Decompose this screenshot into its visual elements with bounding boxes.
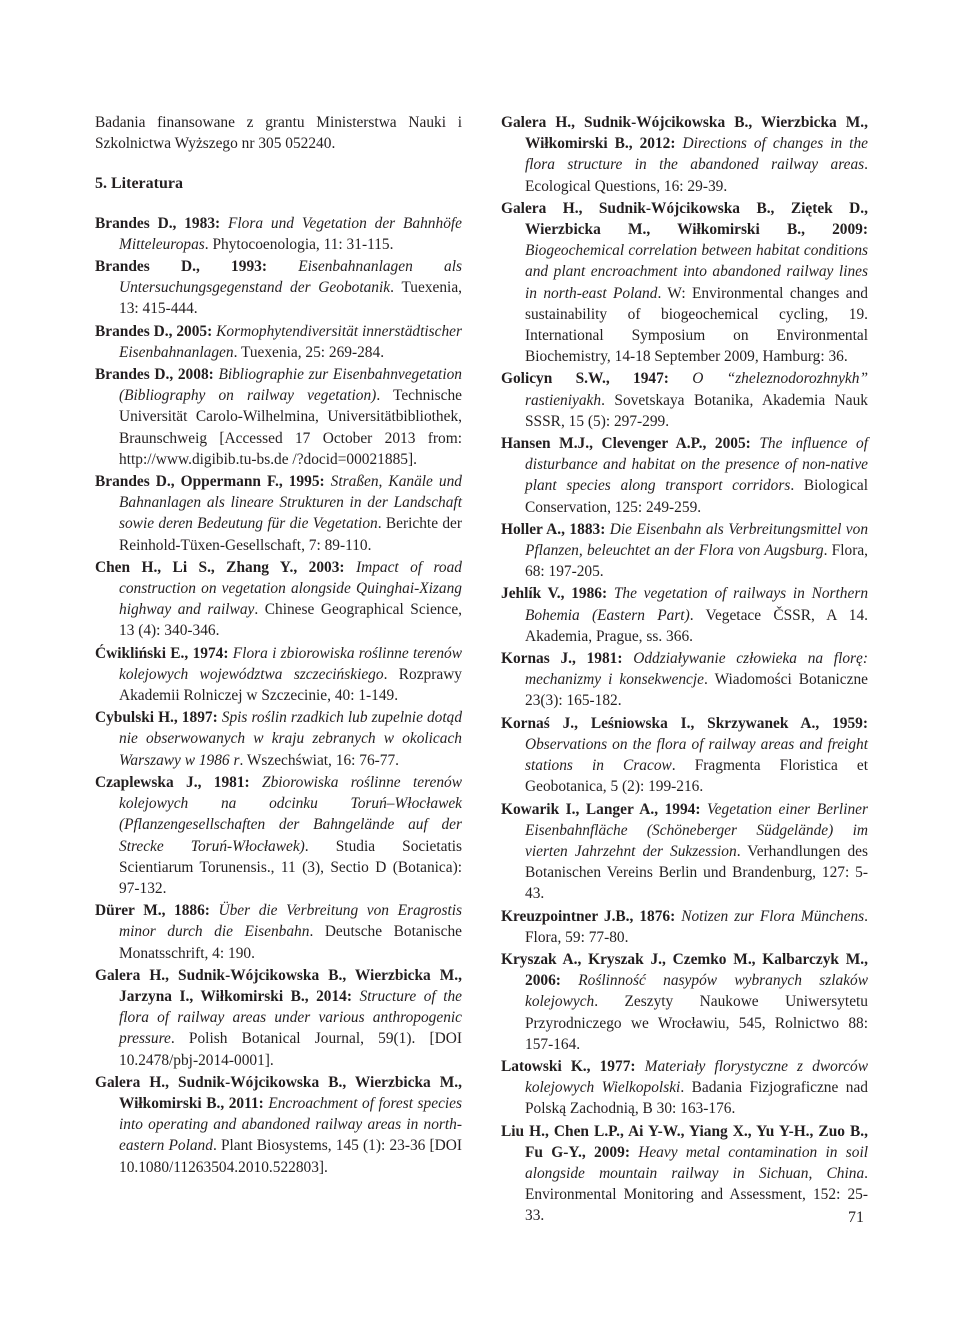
reference-source: . W: Environmental changes and sustainability of biogeochemical cycling, 19. International Symposium on Environmental Biochemistry, 14-18 September 2009, Hamburg: 36. xyxy=(525,284,868,366)
reference-source: . Tuexenia, 13: 415-444. xyxy=(119,279,463,318)
reference-year: , 1886: xyxy=(161,902,219,920)
reference-title: Flora und Vegetation der Bahnhöfe Mitteleuropas xyxy=(119,214,462,253)
reference-author: Kornas J. xyxy=(501,650,573,668)
reference-title: Materiały florystyczne z dworców kolejowych Wielkopolski xyxy=(525,1057,868,1097)
reference-year: , 2006: xyxy=(525,950,868,990)
reference-year: , 2009: xyxy=(581,1143,639,1161)
reference-entry xyxy=(95,321,462,363)
reference-entry xyxy=(501,1121,868,1227)
reference-entry xyxy=(501,368,868,432)
reference-author: Kornaś J., Leśniowska I., Skrzywanek A. xyxy=(501,714,816,732)
reference-source: . Ecological Questions, 16: 29-39. xyxy=(525,156,868,195)
reference-source: . Flora, 59: 77-80. xyxy=(525,907,868,946)
reference-title: The vegetation of railways in Northern Bohemia (Eastern Part) xyxy=(525,585,869,624)
reference-year: , 1959: xyxy=(815,714,868,732)
reference-source: . Flora, 68: 197-205. xyxy=(525,542,868,581)
reference-year: , 2012: xyxy=(628,135,683,153)
reference-year: , 2011: xyxy=(220,1094,269,1112)
reference-title: Flora i zbiorowiska roślinne terenów kolejowych województwa szczecińskiego xyxy=(119,644,462,683)
reference-title: The influence of disturbance and habitat on the presence of non-native plant species along transport corridors xyxy=(525,435,868,495)
reference-author: Latowski K. xyxy=(501,1057,587,1075)
reference-author: Liu H., Chen L.P., Ai Y-W., Yiang X., Yu Y-H., Zuo B., Fu G-Y. xyxy=(501,1122,868,1161)
reference-author: Cybulski H. xyxy=(95,709,174,727)
reference-entry xyxy=(95,900,462,964)
reference-author: Galera H., Sudnik-Wójcikowska B., Ziętek D., Wierzbicka M., Wiłkomirski B. xyxy=(501,199,868,239)
reference-year: , 2008: xyxy=(169,366,219,384)
reference-title: Zbiorowiska roślinne terenów kolejowych na odcinku Toruń–Włocławek (Pflanzengesellschaften der Bahngelände auf der Strecke Toruń-Włocławek) xyxy=(119,773,462,855)
reference-year: , 1974: xyxy=(184,644,233,662)
reference-source: . Rozprawy Akademii Rolniczej w Szczecinie, 40: 1-149. xyxy=(119,665,463,705)
reference-year: , 1947: xyxy=(605,370,693,388)
reference-author: Galera H., Sudnik-Wójcikowska B., Wierzbicka M., Wiłkomirski B. xyxy=(95,1073,462,1112)
reference-entry xyxy=(95,557,462,642)
reference-source: . Wiadomości Botaniczne 23(3): 165-182. xyxy=(525,671,868,710)
reference-source: . Wszechświat, 16: 76-77. xyxy=(239,751,400,769)
reference-title: Straßen, Kanäle und Bahnanlagen als lineare Strukturen in der Landschaft sowie deren Bedeutung für die Vegetation xyxy=(119,473,462,533)
reference-list-left xyxy=(95,213,462,1178)
reference-title: Impact of road construction on vegetation alongside Quinghai-Xizang highway and railway xyxy=(119,558,462,619)
left-column xyxy=(95,112,462,1179)
reference-entry xyxy=(95,772,462,899)
reference-source: . Polish Botanical Journal, 59(1). [DOI 10.2478/pbj-2014-0001]. xyxy=(119,1030,462,1069)
reference-author: Czaplewska J. xyxy=(95,773,198,791)
right-column xyxy=(501,112,868,1228)
reference-title: Roślinność nasypów wybranych szlaków kolejowych xyxy=(525,972,868,1011)
reference-source: . Zeszyty Naukowe Uniwersytetu Przyrodniczego we Wrocławiu, 545, Rolnictwo 88: 157-164. xyxy=(525,993,868,1053)
reference-author: Kowarik I., Langer A. xyxy=(501,800,655,818)
reference-source: . Technische Universität Carolo-Wilhelmina, Universitätbibliothek, Braunschweig [Accessed 17 October 2013 from: http://www.digibib.tu-bs.de /?docid=00021885]. xyxy=(119,387,462,468)
reference-entry xyxy=(95,965,462,1071)
reference-title: Oddziaływanie człowieka na florę: mechanizmy i konsekwencje xyxy=(525,650,868,689)
reference-entry xyxy=(95,213,462,255)
reference-entry xyxy=(501,799,868,905)
reference-title: Structure of the flora of railway areas under various anthropogenic pressure xyxy=(119,987,462,1048)
reference-entry xyxy=(501,519,868,583)
reference-year: , 1995: xyxy=(278,473,331,491)
reference-year: , 2009: xyxy=(801,221,868,239)
reference-source: . Verhandlungen des Botanischen Vereins Berlin und Brandenburg, 127: 5-43. xyxy=(525,842,868,903)
reference-author: Galera H., Sudnik-Wójcikowska B., Wierzbicka M., Wiłkomirski B. xyxy=(501,114,868,153)
reference-entry xyxy=(501,198,868,368)
reference-list-right xyxy=(501,112,868,1227)
reference-title: Die Eisenbahn als Verbreitungsmittel von Pflanzen, beleuchtet an der Flora von Augsburg xyxy=(525,520,869,560)
reference-source: . Deutsche Botanische Monatsschrift, 4: 190. xyxy=(119,923,462,962)
reference-source: . Badania Fizjograficzne nad Polską Zachodnią, B 30: 163-176. xyxy=(525,1079,868,1118)
reference-source: . Studia Societatis Scientiarum Torunensis., 11 (3), Sectio D (Botanica): 97-132. xyxy=(119,837,462,897)
reference-title: Notizen zur Flora Münchens xyxy=(681,907,865,925)
reference-year: , 1981: xyxy=(572,650,634,668)
reference-entry xyxy=(95,707,462,771)
reference-entry xyxy=(501,1056,868,1120)
reference-title: Biogeochemical correlation between habitat conditions and plant encroachment into abandoned railway lines in north-east Poland xyxy=(525,242,868,302)
reference-entry xyxy=(501,433,868,518)
reference-year: , 1983: xyxy=(172,214,228,232)
reference-author: Chen H., Li S., Zhang Y. xyxy=(95,558,294,576)
reference-title: Encroachment of forest species into operating and abandoned railway areas in north-eastern Poland xyxy=(119,1094,462,1155)
reference-entry xyxy=(95,1072,462,1178)
reference-author: Holler A. xyxy=(501,520,562,538)
reference-title: Vegetation einer Berliner Eisenbahnfläche (Schöneberger Südgelände) im vierten Jahrzehnt der Sukzession xyxy=(525,800,868,860)
reference-author: Golicyn S.W. xyxy=(501,370,606,388)
reference-source: . Sovetskaya Botanika, Akademia Nauk SSSR, 15 (5): 297-299. xyxy=(525,391,868,430)
reference-title: Eisenbahnanlagen als Untersuchungsgegenstand der Geobotanik xyxy=(119,258,462,297)
reference-author: Kreuzpointner J.B. xyxy=(501,907,630,925)
reference-entry xyxy=(95,364,462,470)
reference-source: . Berichte der Reinhold-Tüxen-Gesellschaft, 7: 89-110. xyxy=(119,515,463,554)
reference-year: , 2005: xyxy=(168,322,217,340)
reference-title: O “zheleznodorozhnykh” rastieniyakh xyxy=(525,370,869,409)
reference-author: Brandes D. xyxy=(95,214,173,232)
reference-title: Spis roślin rzadkich lub zupelnie dotąd nie obserwowanych w kraju zebranych w okolicach Warszawy w 1986 r xyxy=(119,709,463,769)
reference-source: . Tuexenia, 25: 269-284. xyxy=(233,343,385,361)
reference-year: , 2005: xyxy=(702,435,760,453)
reference-entry xyxy=(95,256,462,320)
reference-author: Galera H., Sudnik-Wójcikowska B., Wierzbicka M., Jarzyna I., Wiłkomirski B. xyxy=(95,966,462,1005)
reference-author: Brandes D. xyxy=(95,366,170,384)
reference-author: Jehlík V. xyxy=(501,585,561,603)
reference-title: Bibliographie zur Eisenbahnvegetation (Bibliography on railway vegetation) xyxy=(119,366,463,405)
reference-source: . Environmental Monitoring and Assessment, 152: 25-33. xyxy=(525,1164,868,1225)
reference-author: Hansen M.J., Clevenger A.P. xyxy=(501,435,703,453)
reference-year: , 1977: xyxy=(586,1057,645,1075)
reference-source: . Chinese Geographical Science, 13 (4): 340-346. xyxy=(119,601,463,640)
section-heading: 5. Literatura xyxy=(95,175,183,193)
reference-year: , 2014: xyxy=(304,987,360,1005)
reference-year: , 2003: xyxy=(293,558,356,576)
reference-year: , 1981: xyxy=(197,773,263,791)
reference-author: Dürer M. xyxy=(95,902,162,920)
reference-entry xyxy=(95,471,462,556)
reference-source: . Fragmenta Floristica et Geobotanica, 5 (2): 199-216. xyxy=(525,757,868,796)
reference-author: Brandes D. xyxy=(95,322,169,340)
reference-entry xyxy=(501,713,868,798)
reference-year: , 1994: xyxy=(654,800,708,818)
reference-source: . Plant Biosystems, 145 (1): 23-36 [DOI 10.1080/11263504.2010.522803]. xyxy=(119,1137,463,1176)
reference-entry xyxy=(501,648,868,712)
reference-entry xyxy=(501,949,868,1055)
reference-year: , 1993: xyxy=(195,258,299,276)
reference-author: Kryszak A., Kryszak J., Czemko M., Kalbarczyk M. xyxy=(501,950,865,968)
reference-year: , 1883: xyxy=(561,520,610,538)
reference-year: , 1876: xyxy=(629,907,682,925)
reference-title: Observations on the flora of railway areas and freight stations in Cracow xyxy=(525,735,868,775)
reference-title: Directions of changes in the flora structure in the abandoned railway areas xyxy=(525,135,868,174)
reference-author: Brandes D., Oppermann F. xyxy=(95,473,279,491)
reference-source: . Vegetace ČSSR, A 14. Akademia, Prague, ss. 366. xyxy=(525,606,868,645)
reference-title: Kormophytendiversität innerstädtischer Eisenbahnanlagen xyxy=(119,322,462,361)
reference-title: Über die Verbreitung von Eragrostis minor durch die Eisenbahn xyxy=(119,902,462,941)
reference-year: , 1897: xyxy=(173,709,222,727)
reference-author: Brandes D. xyxy=(95,258,196,276)
reference-source: . Biological Conservation, 125: 249-259. xyxy=(525,477,868,516)
reference-author: Ćwikliński E. xyxy=(95,644,185,662)
reference-entry xyxy=(501,112,868,197)
reference-entry xyxy=(501,906,868,948)
reference-entry xyxy=(501,583,868,647)
reference-entry xyxy=(95,643,462,707)
reference-title: Heavy metal contamination in soil alongside mountain railway in Sichuan, China xyxy=(525,1143,868,1182)
reference-source: . Phytocoenologia, 11: 31-115. xyxy=(204,235,394,253)
reference-year: , 1986: xyxy=(560,585,614,603)
funding-note: Badania finansowane z grantu Ministerstwa Nauki i Szkolnictwa Wyższego nr 305 052240. xyxy=(95,114,462,153)
page-number: 71 xyxy=(848,1209,864,1226)
